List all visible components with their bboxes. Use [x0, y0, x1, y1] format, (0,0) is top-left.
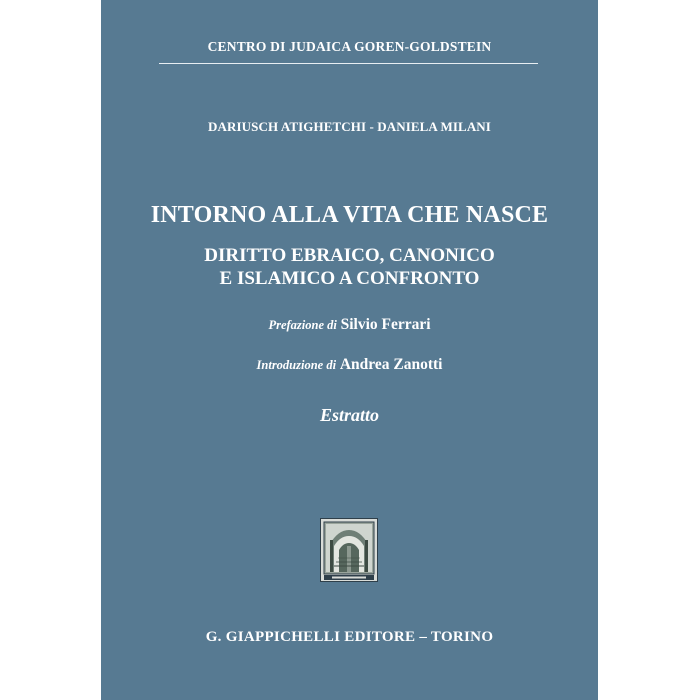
book-subtitle-line-2: E ISLAMICO A CONFRONTO: [219, 268, 480, 289]
preface-role: Prefazione di: [268, 318, 337, 332]
series-title: CENTRO DI JUDAICA GOREN-GOLDSTEIN: [207, 39, 492, 54]
extract-label: Estratto: [319, 405, 380, 425]
introduction-role: Introduzione di: [256, 358, 337, 372]
book-title: INTORNO ALLA VITA CHE NASCE: [150, 202, 549, 228]
introduction-name: Andrea Zanotti: [339, 356, 443, 373]
architectural-arch-logo-icon: [320, 518, 378, 582]
preface-credit: [101, 315, 598, 335]
preface-name: Silvio Ferrari: [340, 316, 431, 333]
series-divider: [159, 63, 538, 64]
publisher: G. GIAPPICHELLI EDITORE – TORINO: [205, 629, 494, 645]
book-subtitle-line-1: DIRITTO EBRAICO, CANONICO: [204, 245, 495, 266]
book-cover: [101, 0, 598, 700]
authors: DARIUSCH ATIGHETCHI - DANIELA MILANI: [208, 119, 491, 134]
introduction-credit: [101, 355, 598, 375]
